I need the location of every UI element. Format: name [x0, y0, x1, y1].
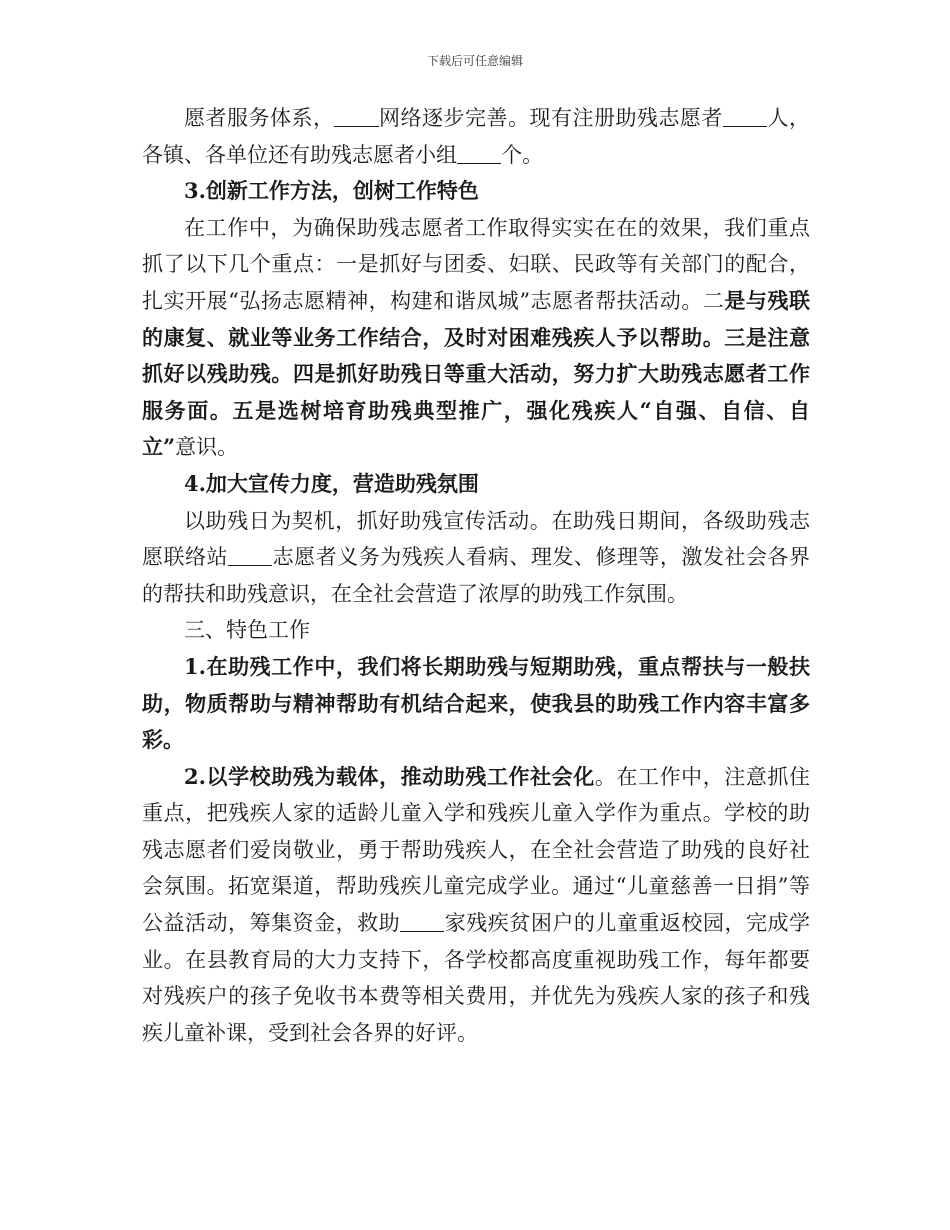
section-heading-three: 三、特色工作 [184, 618, 310, 643]
document-body [142, 100, 810, 1051]
blank-underline [228, 544, 272, 566]
text-segment: 意识。 [175, 435, 239, 460]
text-segment: 人，各镇、各单位还有助残志愿者小组 [142, 106, 811, 167]
blank-underline [457, 142, 501, 164]
text-segment: 。在工作中，注意抓住重点，把残疾人家的适龄儿童入学和残疾儿童入学作为重点。学校的助残志愿者们爱岗敬业，勇于帮助残疾人，在全社会营造了助残的良好社会氛围。拓宽渠道，帮助残疾儿童完成学业。通过“儿童慈善一日捐”等公益活动，筹集资金，救助 [142, 764, 811, 936]
text-segment: 在工作中，为确保助残志愿者工作取得实实在在的效果，我们重点抓了以下几个重点：一是抓好与团委、妇联、民政等有关部门的配合，扎实开展“弘扬志愿精神，构建和谐凤城”志愿者帮扶活动。二 [142, 215, 810, 313]
paragraph-work-methods [142, 210, 810, 466]
paragraph-volunteer-system [142, 100, 810, 173]
section-heading-4: 4.加大宣传力度，营造助残氛围 [184, 470, 479, 496]
paragraph-feature-1: 1.在助残工作中，我们将长期助残与短期助残，重点帮扶与一般扶助，物质帮助与精神帮助有机结合起来，使我县的助残工作内容丰富多彩。 [142, 653, 810, 753]
text-segment: 网络逐步完善。现有注册助残志愿者 [378, 106, 723, 130]
text-segment: 愿者服务体系， [184, 106, 335, 130]
text-segment: 志愿者义务为残疾人看病、理发、修理等，激发社会各界的帮扶和助残意识，在全社会营造了浓厚的助残工作氛围。 [142, 545, 811, 606]
text-segment: 个。 [501, 142, 544, 167]
blank-underline [723, 105, 767, 127]
paragraph-feature-2 [142, 759, 810, 1052]
text-segment: 家残疾贫困户的儿童重返校园，完成学业。在县教育局的大力支持下，各学校都高度重视助残工作，每年都要对残疾户的孩子免收书本费等相关费用，并优先为残疾人家的孩子和残疾儿童补课，受到社会各界的好评。 [142, 911, 811, 1045]
blank-underline [334, 105, 378, 127]
section-heading-3: 3.创新工作方法，创树工作特色 [184, 178, 479, 204]
bold-text-segment: 2.以学校助残为载体，推动助残工作社会化 [184, 763, 595, 789]
text-segment: 以助残日为契机，抓好助残宣传活动。在助残日期间，各级助残志愿联络站 [142, 508, 810, 570]
bold-text-segment: 是与残联的康复、就业等业务工作结合，及时对困难残疾人予以帮助。三是注意抓好以残助残。四是抓好助残日等重大活动，努力扩大助残志愿者工作服务面。五是选树培育助残典型推广，强化残疾人“自强、自信、自立” [142, 287, 810, 460]
page-header: 下载后可任意编辑 [426, 54, 523, 68]
blank-underline [400, 910, 444, 932]
paragraph-publicity [142, 503, 810, 613]
